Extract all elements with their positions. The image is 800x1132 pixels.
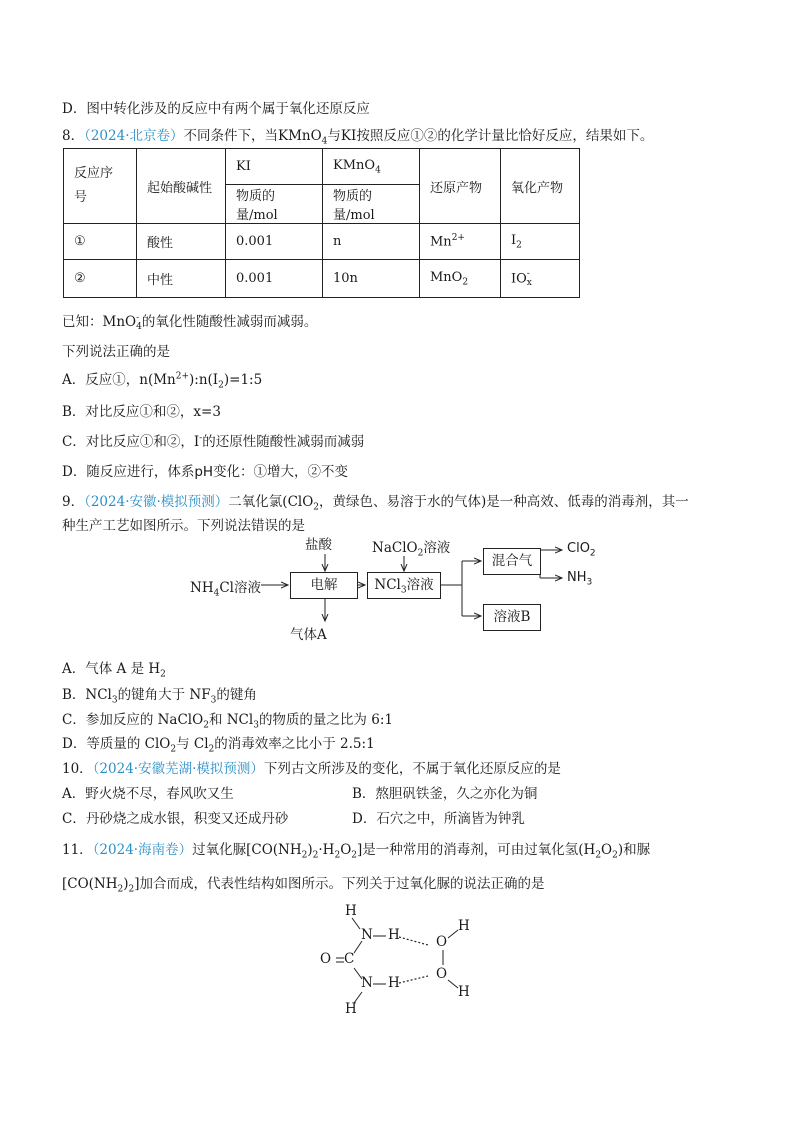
flow-hcl: 盐酸 (305, 537, 332, 553)
flow-clo2: ClO$_2$ (567, 541, 596, 559)
hbond-bot (399, 976, 428, 983)
atom-o-right-bot: O (436, 966, 448, 982)
q8-th-amount2: 物质的量/mol (323, 185, 420, 224)
bond-h-n-top (352, 918, 360, 929)
atom-h-mid-top: H (388, 927, 400, 943)
q8-row-2: ② 中性 0.001 10n MnO$_2$ IO- x (64, 260, 580, 298)
q8-th-ki: KI (226, 149, 323, 185)
atom-h-mid-bot: H (388, 975, 400, 991)
atom-n-bot: N (361, 975, 373, 991)
q10-option-c: C．丹砂烧之成水银，积变又还成丹砂 (62, 811, 289, 827)
q9-option-a: A．气体 A 是 $H_2$ (62, 661, 166, 680)
q8-option-c: C．对比反应①和②，I-的还原性随酸性减弱而减弱 (62, 433, 365, 450)
q10-option-d: D．石穴之中，所滴皆为钟乳 (352, 811, 525, 827)
q8-source: （2024·北京卷） (84, 128, 184, 144)
q8-option-b: B．对比反应①和②，x=3 (62, 404, 221, 420)
q8-ask: 下列说法正确的是 (62, 344, 170, 360)
atom-h-right-top: H (458, 918, 470, 934)
q11-stem-1: 11．（2024·海南卷）过氧化脲$[CO(NH_2)_2\cdot H_2O_2]$是一种常用的消毒剂，可由过氧化氢$(H_2O_2)$和脲 (62, 842, 651, 861)
flow-box-electro: 电解 (290, 572, 358, 599)
q8-known: 已知：MnO- 4的氧化性随酸性减弱而减弱。 (62, 312, 318, 332)
q9-source: （2024·安徽·模拟预测） (84, 494, 229, 510)
q8-option-d: D．随反应进行，体系pH变化：①增大，②不变 (62, 464, 349, 480)
flow-nh3: $NH_3$ (567, 570, 593, 588)
q11-stem-2: $[CO(NH_2)_2]$加合而成，代表性结构如图所示。下列关于过氧化脲的说法正确的是 (62, 876, 545, 895)
flow-naclo2: NaClO$_2$溶液 (372, 540, 451, 559)
q8-stem-b: 与KI按照反应①②的化学计量比恰好反应，结果如下。 (327, 128, 654, 144)
q8-th-amount1: 物质的量/mol (226, 185, 323, 224)
q8-th-acid: 起始酸碱性 (137, 149, 226, 224)
atom-h-bot: H (345, 1001, 357, 1017)
atom-c: C (344, 951, 355, 967)
q8-number: 8． (62, 128, 85, 144)
atom-h-right-bot: H (458, 984, 470, 1000)
bond-o-h-bot (448, 980, 458, 988)
q8-th-ox: 氧化产物 (501, 149, 580, 224)
q9-stem-1: 9．（2024·安徽·模拟预测）二氧化氯(ClO$_2$，黄绿色、易溶于水的气体)是一种高效、低毒的消毒剂，其一 (62, 494, 689, 513)
atom-n-top: N (361, 927, 373, 943)
hbond-top (399, 937, 428, 945)
q10-option-a: A．野火烧不尽，春风吹又生 (62, 786, 234, 802)
q8-th-red: 还原产物 (420, 149, 501, 224)
q8-th-kmno4: KMnO$_4$ (323, 149, 420, 185)
q10-stem: 10．（2024·安徽芜湖·模拟预测）下列古文所涉及的变化，不属于氧化还原反应的是 (62, 761, 561, 777)
q10-source: （2024·安徽芜湖·模拟预测） (92, 761, 264, 777)
flow-box-mixgas: 混合气 (483, 548, 541, 575)
atom-o-left: O (320, 951, 332, 967)
q8-row-1: ① 酸性 0.001 n $Mn^{2+}$ $I_2$ (64, 224, 580, 260)
q10-option-b: B．熬胆矾铁釜，久之亦化为铜 (352, 786, 538, 802)
q7-option-d-text: D．图中转化涉及的反应中有两个属于氧化还原反应 (62, 101, 370, 117)
atom-h-top: H (345, 903, 357, 919)
q9-stem-2: 种生产工艺如图所示。下列说法错误的是 (62, 518, 305, 534)
bond-o-h-top (448, 930, 458, 938)
flow-box-solB: 溶液B (483, 604, 541, 631)
flow-nh4cl: $NH_4Cl$溶液 (190, 580, 261, 599)
q9-option-d: D．等质量的 ClO$_2$与 $Cl_2$的消毒效率之比小于 2.5:1 (62, 736, 375, 755)
q9-option-c: C．参加反应的 NaClO$_2$和 NCl$_3$的物质的量之比为 6:1 (62, 712, 393, 731)
flow-box-ncl3: NCl$_3$溶液 (367, 572, 441, 599)
q8-stem-a: 不同条件下，当KMnO (183, 128, 322, 144)
q9-option-b: B．NCl$_3$的键角大于 $NF_3$的键角 (62, 687, 257, 706)
q8-th-order: 反应序 号 (64, 149, 137, 224)
q11-source: （2024·海南卷） (92, 842, 193, 858)
atom-o-right-top: O (436, 934, 448, 950)
q8-option-a: A．反应①，$n(Mn^{2+}):n(I_2)=1:5$ (62, 371, 263, 391)
q8-stem: 8．（2024·北京卷）不同条件下，当KMnO$_4$与KI按照反应①②的化学计量比恰好反应，结果如下。 (62, 128, 654, 147)
flow-gasA: 气体A (290, 627, 327, 643)
